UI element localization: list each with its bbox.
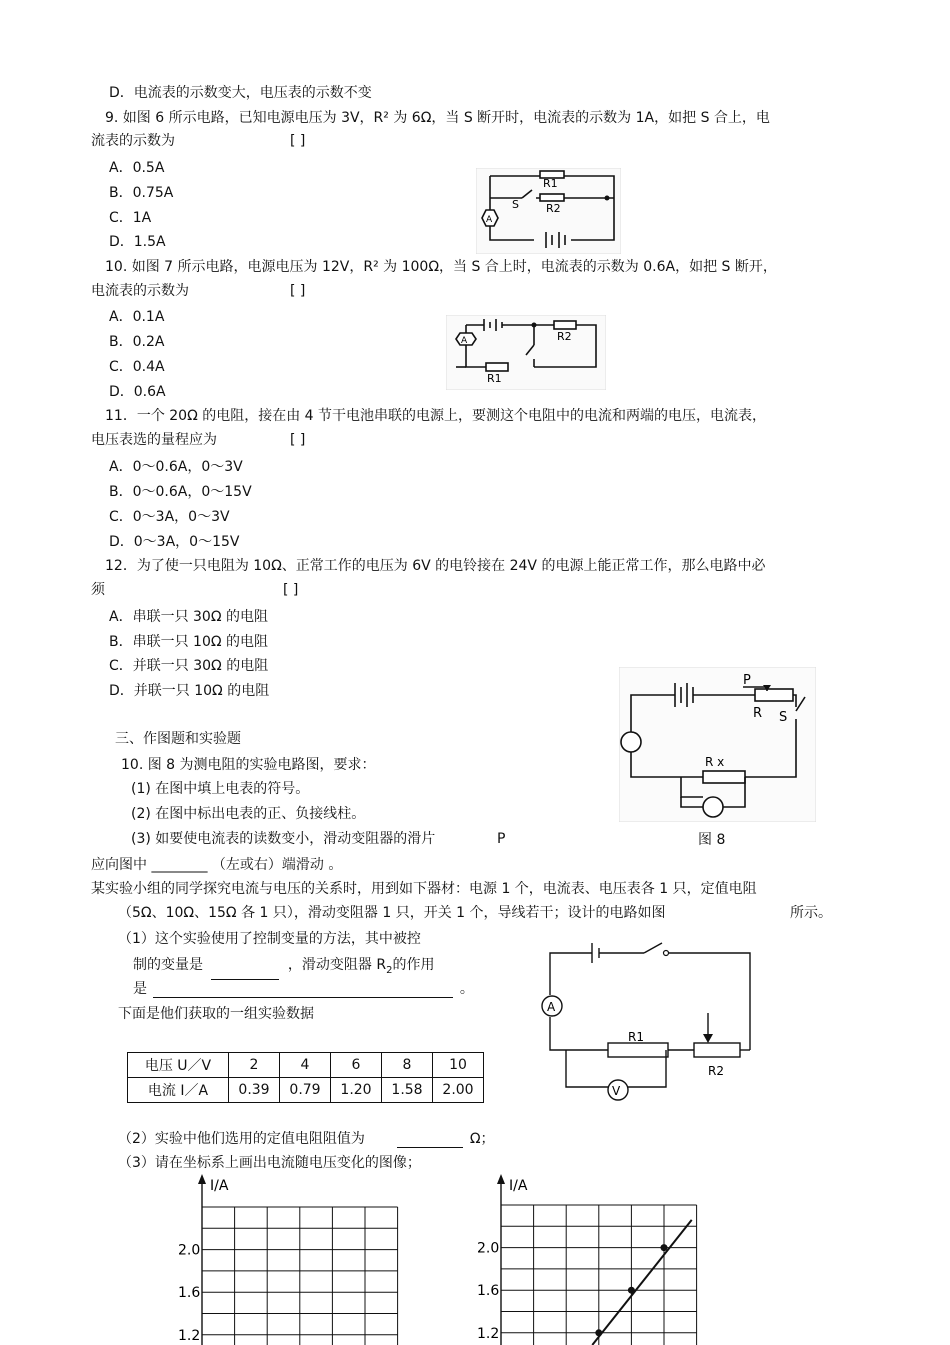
fig9-label-a: A bbox=[547, 1000, 556, 1014]
y-axis-label: I/A bbox=[210, 1178, 229, 1194]
fig8-label-s: S bbox=[779, 710, 788, 725]
y-tick-label: 1.6 bbox=[477, 1283, 500, 1300]
table-cell: 4 bbox=[280, 1053, 331, 1078]
q10-stem: 10. 如图 7 所示电路，电源电压为 12V，R² 为 100Ω，当 S 合上时，电流表的示数为 0.6A，如把 S 断开， bbox=[105, 259, 777, 275]
y-tick-label: 2.0 bbox=[477, 1240, 500, 1257]
exp10-req2: (2) 在图中标出电表的正、负接线柱。 bbox=[131, 806, 366, 822]
series-line bbox=[592, 1220, 691, 1345]
table-row-current bbox=[128, 1078, 484, 1103]
exp-q2-prefix: （2）实验中他们选用的定值电阻阻值为 bbox=[118, 1131, 365, 1147]
q9-option-c: C．1A bbox=[109, 210, 152, 226]
exp10-stem: 10. 图 8 为测电阻的实验电路图，要求： bbox=[121, 757, 376, 773]
fig9-label-v: V bbox=[612, 1084, 621, 1098]
y-tick-label: 1.2 bbox=[178, 1327, 201, 1344]
exp-q1-mid: ，滑动变阻器 R bbox=[287, 957, 387, 973]
q11-option-c: C．0～3A，0～3V bbox=[109, 509, 230, 525]
q11-option-b: B．0～0.6A，0～15V bbox=[109, 484, 252, 500]
y-axis-label: I/A bbox=[509, 1178, 528, 1194]
fig7-label-r2: R2 bbox=[557, 330, 572, 343]
data-point bbox=[595, 1329, 602, 1336]
exp10-req3-p: P bbox=[497, 831, 506, 847]
table-cell: 2 bbox=[229, 1053, 280, 1078]
section-heading: 三、作图题和实验题 bbox=[115, 731, 241, 747]
fig6-label-s: S bbox=[512, 198, 519, 211]
exp10-req3-cont: 应向图中 ________ （左或右）端滑动 。 bbox=[91, 857, 343, 873]
y-tick-label: 1.2 bbox=[477, 1325, 500, 1342]
q12-bracket: [ ] bbox=[283, 582, 299, 598]
exp-q1-suffix: 的作用 bbox=[392, 957, 435, 973]
q11-option-d: D．0～3A，0～15V bbox=[109, 534, 240, 550]
q9-stem-cont: 流表的示数为 bbox=[91, 133, 175, 149]
y-axis-arrow bbox=[198, 1174, 206, 1184]
table-cell: 0.39 bbox=[229, 1078, 280, 1103]
q9-option-d: D．1.5A bbox=[109, 234, 166, 250]
fig6-label-r1: R1 bbox=[543, 177, 558, 190]
exp10-req1: (1) 在图中填上电表的符号。 bbox=[131, 781, 310, 797]
exp-intro-cont: （5Ω、10Ω、15Ω 各 1 只），滑动变阻器 1 只，开关 1 个，导线若干；设计的电路如图 bbox=[118, 905, 666, 921]
y-axis-arrow bbox=[497, 1174, 505, 1184]
table-cell: 1.20 bbox=[331, 1078, 382, 1103]
figure-6-circuit bbox=[476, 168, 621, 254]
fig9-label-r2: R2 bbox=[708, 1064, 724, 1078]
exp-intro: 某实验小组的同学探究电流与电压的关系时，用到如下器材：电源 1 个，电流表、电压表各 1 只，定值电阻 bbox=[91, 881, 757, 897]
q11-stem-cont: 电压表选的量程应为 bbox=[91, 432, 217, 448]
exp-q1-line2 bbox=[133, 956, 434, 980]
data-table bbox=[127, 1052, 484, 1103]
q11-bracket: [ ] bbox=[290, 432, 306, 448]
q10-bracket: [ ] bbox=[290, 283, 306, 299]
table-cell: 6 bbox=[331, 1053, 382, 1078]
data-point bbox=[661, 1244, 668, 1251]
q10-option-d: D．0.6A bbox=[109, 384, 166, 400]
q10-option-a: A．0.1A bbox=[109, 309, 165, 325]
answer-blank-resistance[interactable] bbox=[397, 1133, 463, 1148]
graph-grid-right bbox=[460, 1170, 710, 1345]
q10-stem-cont: 电流表的示数为 bbox=[91, 283, 189, 299]
table-cell: 0.79 bbox=[280, 1078, 331, 1103]
exp-q1-line3-suffix: 。 bbox=[459, 981, 474, 997]
answer-blank-role[interactable] bbox=[153, 983, 453, 998]
experiment-circuit bbox=[538, 935, 758, 1105]
graph-grid-left bbox=[160, 1170, 410, 1345]
table-cell: 8 bbox=[382, 1053, 433, 1078]
fig8-label-p: P bbox=[743, 673, 751, 688]
q9-option-b: B．0.75A bbox=[109, 185, 174, 201]
fig9-label-r1: R1 bbox=[628, 1030, 644, 1044]
fig7-label-a: A bbox=[461, 336, 468, 346]
table-intro: 下面是他们获取的一组实验数据 bbox=[118, 1006, 314, 1022]
q9-stem: 9. 如图 6 所示电路，已知电源电压为 3V，R² 为 6Ω，当 S 断开时，电流表的示数为 1A，如把 S 合上，电 bbox=[105, 110, 770, 126]
q11-stem: 11．一个 20Ω 的电阻，接在由 4 节干电池串联的电源上，要测这个电阻中的电流和两端的电压，电流表， bbox=[105, 408, 767, 424]
table-cell: 10 bbox=[433, 1053, 484, 1078]
exp-q1-line3 bbox=[133, 980, 474, 998]
q12-stem-cont: 须 bbox=[91, 582, 105, 598]
fig6-label-a: A bbox=[486, 215, 493, 225]
exp-q2 bbox=[118, 1130, 495, 1148]
y-tick-label: 1.6 bbox=[178, 1285, 201, 1302]
fig8-caption: 图 8 bbox=[698, 832, 726, 848]
figure-7-circuit bbox=[446, 315, 606, 390]
exp-q1-prefix: 制的变量是 bbox=[133, 957, 203, 973]
table-header-current: 电流 I／A bbox=[128, 1078, 229, 1103]
q12-stem: 12．为了使一只电阻为 10Ω、正常工作的电压为 6V 的电铃接在 24V 的电源上能正常工作，那么电路中必 bbox=[105, 558, 766, 574]
fig7-label-r1: R1 bbox=[487, 372, 502, 385]
fig8-label-rx: R x bbox=[705, 755, 725, 769]
y-tick-label: 2.0 bbox=[178, 1242, 201, 1259]
exp-q3: （3）请在坐标系上画出电流随电压变化的图像； bbox=[118, 1155, 421, 1171]
q10-option-c: C．0.4A bbox=[109, 359, 165, 375]
exp-intro-end: 所示。 bbox=[790, 905, 832, 921]
answer-blank-variable[interactable] bbox=[211, 965, 279, 980]
fig8-label-r: R bbox=[753, 706, 763, 721]
q12-option-c: C．并联一只 30Ω 的电阻 bbox=[109, 658, 269, 674]
exp-q2-suffix: Ω； bbox=[469, 1131, 495, 1147]
q12-option-a: A．串联一只 30Ω 的电阻 bbox=[109, 609, 268, 625]
q12-option-b: B．串联一只 10Ω 的电阻 bbox=[109, 634, 269, 650]
data-point bbox=[628, 1287, 635, 1294]
exp-q1: （1）这个实验使用了控制变量的方法，其中被控 bbox=[118, 931, 421, 947]
fig6-label-r2: R2 bbox=[546, 202, 561, 215]
table-cell: 1.58 bbox=[382, 1078, 433, 1103]
figure-8-circuit bbox=[619, 667, 816, 822]
q8-option-d: D．电流表的示数变大，电压表的示数不变 bbox=[109, 85, 372, 101]
table-header-voltage: 电压 U／V bbox=[128, 1053, 229, 1078]
exp-q1-sub: 2 bbox=[386, 964, 393, 976]
q9-option-a: A．0.5A bbox=[109, 160, 165, 176]
q12-option-d: D．并联一只 10Ω 的电阻 bbox=[109, 683, 270, 699]
table-row-voltage bbox=[128, 1053, 484, 1078]
table-cell: 2.00 bbox=[433, 1078, 484, 1103]
exp10-req3: (3) 如要使电流表的读数变小，滑动变阻器的滑片 bbox=[131, 831, 436, 847]
q9-bracket: [ ] bbox=[290, 133, 306, 149]
q11-option-a: A．0～0.6A，0～3V bbox=[109, 459, 243, 475]
exp-q1-line3-prefix: 是 bbox=[133, 981, 147, 997]
q10-option-b: B．0.2A bbox=[109, 334, 165, 350]
